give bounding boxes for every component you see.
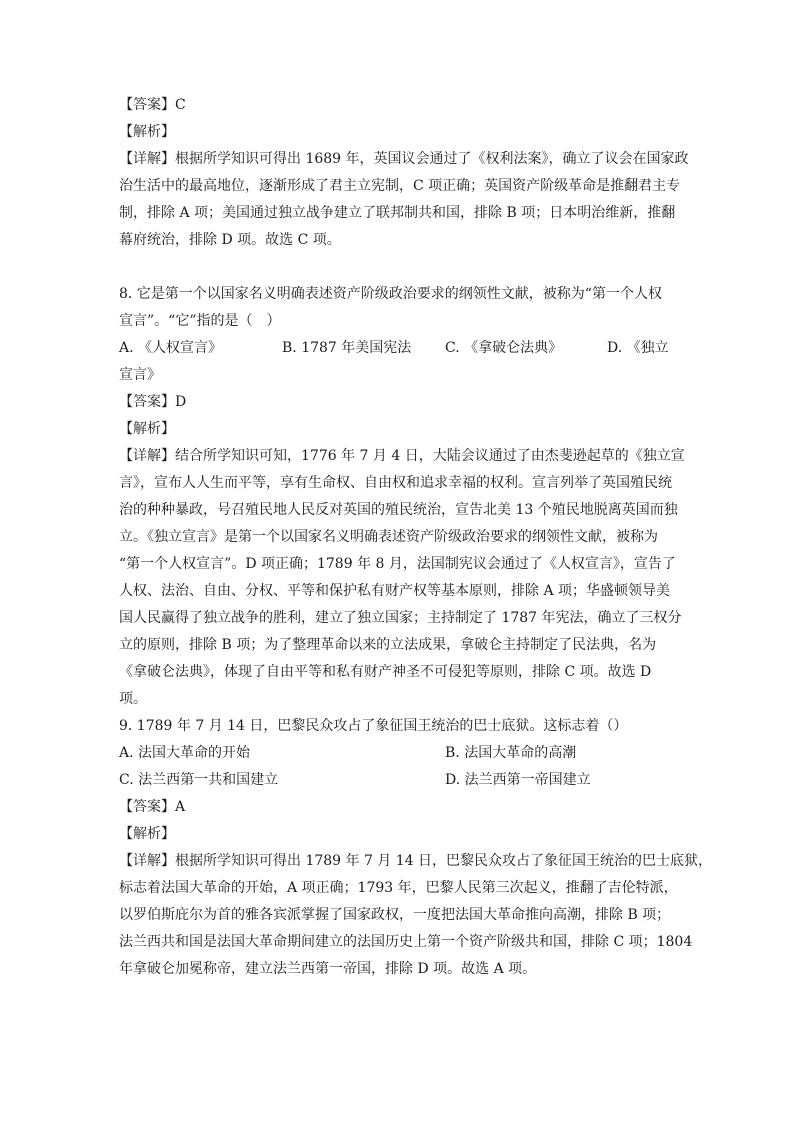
detail-line: 治的种种暴政，号召殖民地人民反对英国的殖民统治，宣告北美 13 个殖民地脱离英国而独 [119, 502, 678, 518]
answer-label: 【答案】A [119, 799, 186, 815]
detail-line: 立的原则，排除 B 项；为了整理革命以来的立法成果，拿破仑主持制定了民法典，名为 [119, 637, 657, 653]
detail-line: 【详解】根据所学知识可得出 1789 年 7 月 14 日，巴黎民众攻占了象征国王统治的巴士底狱， [119, 853, 713, 869]
q8-option-d-wrap: 宣言》 [119, 367, 161, 383]
detail-line: 言》，宣布人人生而平等，享有生命权、自由权和追求幸福的权利。宣言列举了英国殖民统 [119, 475, 672, 491]
analysis-label: 【解析】 [119, 421, 175, 437]
analysis-label: 【解析】 [119, 124, 175, 140]
detail-line: 国人民赢得了独立战争的胜利，建立了独立国家；主持制定了 1787 年宪法，确立了三权分 [119, 610, 682, 626]
analysis-label: 【解析】 [119, 826, 175, 842]
question-9-stem: 9. 1789 年 7 月 14 日，巴黎民众攻占了象征国王统治的巴士底狱。这标志着（） [119, 718, 628, 734]
q9-option-c: C. 法兰西第一共和国建立 [119, 772, 279, 788]
detail-line: 治生活中的最高地位，逐渐形成了君主立宪制，C 项正确；英国资产阶级革命是推翻君主专 [119, 178, 681, 194]
detail-line: 【详解】结合所学知识可知，1776 年 7 月 4 日，大陆会议通过了由杰斐逊起草的《独立宣 [119, 448, 685, 464]
q8-option-c: C. 《拿破仑法典》 [445, 340, 563, 356]
detail-line: 幕府统治，排除 D 项。故选 C 项。 [119, 232, 341, 248]
q9-option-a: A. 法国大革命的开始 [119, 745, 251, 761]
detail-line: “第一个人权宣言”。D 项正确；1789 年 8 月，法国制宪议会通过了《人权宣言》，宣告了 [119, 556, 676, 572]
detail-line: 制，排除 A 项；美国通过独立战争建立了联邦制共和国，排除 B 项；日本明治维新，推翻 [119, 205, 676, 221]
question-8-stem: 8. 它是第一个以国家名义明确表述资产阶级政治要求的纲领性文献，被称为“第一个人权 [119, 286, 662, 302]
question-8-stem: 宣言”。“它”指的是（ ） [119, 313, 281, 329]
answer-label: 【答案】C [119, 97, 186, 113]
detail-line: 【详解】根据所学知识可得出 1689 年，英国议会通过了《权利法案》，确立了议会在国家政 [119, 151, 689, 167]
detail-line: 标志着法国大革命的开始，A 项正确；1793 年，巴黎人民第三次起义，推翻了吉伦特派， [119, 880, 678, 896]
detail-line: 年拿破仑加冕称帝，建立法兰西第一帝国，排除 D 项。故选 A 项。 [119, 961, 537, 977]
q8-option-d: D. 《独立 [607, 340, 669, 356]
answer-label: 【答案】D [119, 394, 187, 410]
q9-option-d: D. 法兰西第一帝国建立 [445, 772, 591, 788]
q8-option-a: A. 《人权宣言》 [119, 340, 223, 356]
detail-line: 法兰西共和国是法国大革命期间建立的法国历史上第一个资产阶级共和国，排除 C 项；1804 [119, 934, 693, 950]
detail-line: 人权、法治、自由、分权、平等和保护私有财产权等基本原则，排除 A 项；华盛顿领导美 [119, 583, 671, 599]
detail-line: 《拿破仑法典》，体现了自由平等和私有财产神圣不可侵犯等原则，排除 C 项。故选 D [119, 664, 652, 680]
q9-option-b: B. 法国大革命的高潮 [445, 745, 577, 761]
detail-line: 项。 [119, 691, 147, 707]
detail-line: 立。《独立宣言》是第一个以国家名义明确表述资产阶级政治要求的纲领性文献，被称为 [119, 529, 658, 545]
detail-line: 以罗伯斯庇尔为首的雅各宾派掌握了国家政权，一度把法国大革命推向高潮，排除 B 项； [119, 907, 671, 923]
q8-option-b: B. 1787 年美国宪法 [282, 340, 412, 356]
